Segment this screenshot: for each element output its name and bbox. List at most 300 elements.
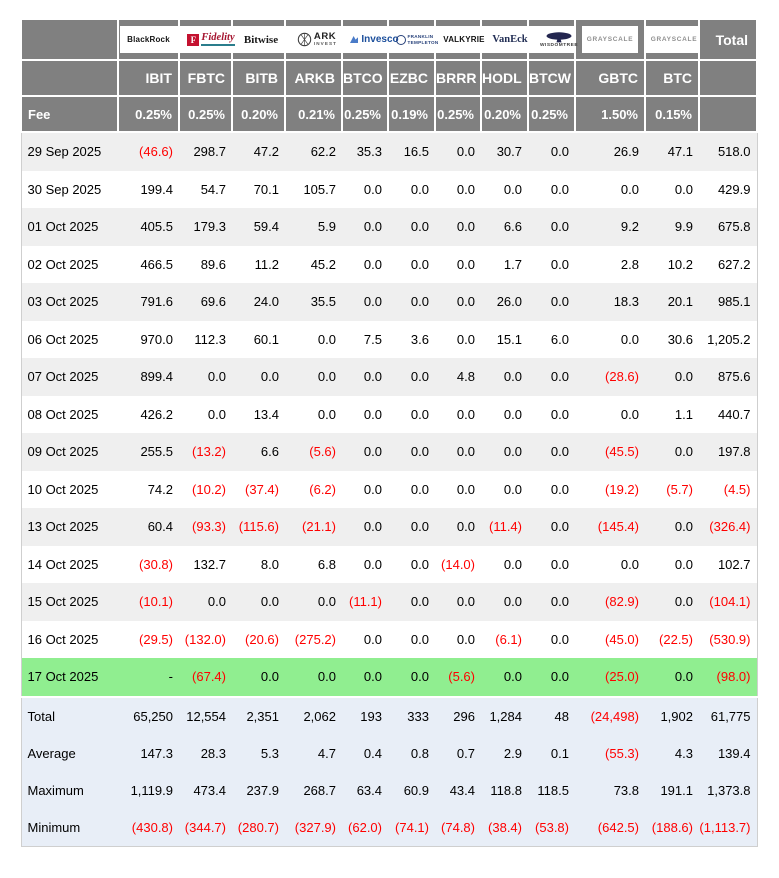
ticker-row [21,60,757,96]
value-cell: 0.0 [528,508,575,546]
value-cell: 0.0 [645,433,699,471]
value-cell: 18.3 [575,283,645,321]
table-row [21,396,757,434]
fidelity-f-mark-icon: F [187,34,199,46]
summary-value-cell: 237.9 [232,772,285,809]
ticker-header-btc: BTC [645,60,699,96]
value-cell: 0.0 [645,171,699,209]
bitwise-logo [233,26,289,53]
date-cell: 09 Oct 2025 [21,433,118,471]
value-cell: 1,205.2 [699,321,757,359]
value-cell: 4.8 [435,358,481,396]
date-cell: 14 Oct 2025 [21,546,118,584]
value-cell: 0.0 [528,132,575,171]
summary-value-cell: 2,062 [285,697,342,735]
value-cell: 74.2 [118,471,179,509]
summary-value-cell: 139.4 [699,735,757,772]
summary-value-cell: 1,284 [481,697,528,735]
summary-value-cell: (62.0) [342,809,388,847]
value-cell: (22.5) [645,621,699,659]
value-cell: 791.6 [118,283,179,321]
value-cell: 54.7 [179,171,232,209]
value-cell: 0.0 [285,583,342,621]
blackrock-logo [120,26,178,53]
logo-text: FRANKLIN [407,34,434,39]
ark-logo [286,26,348,53]
value-cell: 0.0 [435,508,481,546]
value-cell: 0.0 [528,471,575,509]
value-cell: (13.2) [179,433,232,471]
value-cell: 6.8 [285,546,342,584]
value-cell: 0.0 [645,546,699,584]
value-cell: 0.0 [528,433,575,471]
value-cell: 0.0 [342,508,388,546]
value-cell: - [118,658,179,697]
value-cell: 0.0 [435,208,481,246]
summary-value-cell: 118.8 [481,772,528,809]
corner-cell [21,19,118,60]
summary-value-cell: 73.8 [575,772,645,809]
value-cell: 0.0 [575,171,645,209]
value-cell: (5.6) [285,433,342,471]
value-cell: 0.0 [435,621,481,659]
ticker-header-ibit: IBIT [118,60,179,96]
table-row [21,471,757,509]
value-cell: 0.0 [528,208,575,246]
summary-row-maximum [21,772,757,809]
summary-value-cell: (74.8) [435,809,481,847]
value-cell: 16.5 [388,132,435,171]
value-cell: 70.1 [232,171,285,209]
date-cell: 29 Sep 2025 [21,132,118,171]
date-cell: 02 Oct 2025 [21,246,118,284]
value-cell: 0.0 [528,396,575,434]
ticker-header-hodl: HODL [481,60,528,96]
value-cell: 255.5 [118,433,179,471]
summary-value-cell: 4.3 [645,735,699,772]
value-cell: 0.0 [232,658,285,697]
provider-header-brrr [435,19,485,60]
value-cell: (14.0) [435,546,481,584]
value-cell: 0.0 [179,358,232,396]
wisdomtree-tree-icon [544,32,574,43]
summary-value-cell: (430.8) [118,809,179,847]
logo-text: GRAYSCALE [586,36,634,43]
table-row [21,621,757,659]
summary-value-cell: (53.8) [528,809,575,847]
value-cell: 0.0 [528,171,575,209]
value-cell: 199.4 [118,171,179,209]
summary-value-cell: 4.7 [285,735,342,772]
table-row [21,583,757,621]
value-cell: 0.0 [179,396,232,434]
table-row [21,283,757,321]
summary-value-cell: 118.5 [528,772,575,809]
summary-row-minimum [21,809,757,847]
value-cell: 985.1 [699,283,757,321]
value-cell: 35.5 [285,283,342,321]
value-cell: 30.6 [645,321,699,359]
value-cell: 59.4 [232,208,285,246]
date-cell: 13 Oct 2025 [21,508,118,546]
provider-header-gbtc [575,19,645,60]
value-cell: 6.6 [481,208,528,246]
value-cell: 0.0 [342,171,388,209]
value-cell: 675.8 [699,208,757,246]
fee-row-label: Fee [21,96,118,132]
value-cell: (11.4) [481,508,528,546]
summary-value-cell: 12,554 [179,697,232,735]
table-row [21,546,757,584]
value-cell: 15.1 [481,321,528,359]
value-cell: 0.0 [528,546,575,584]
table-row [21,208,757,246]
value-cell: 0.0 [388,658,435,697]
logo-text: ARK [313,31,337,43]
ticker-header-gbtc: GBTC [575,60,645,96]
value-cell: 0.0 [232,358,285,396]
date-cell: 03 Oct 2025 [21,283,118,321]
value-cell: 60.1 [232,321,285,359]
summary-value-cell: (24,498) [575,697,645,735]
fee-cell-ezbc: 0.19% [388,96,435,132]
value-cell: 0.0 [435,321,481,359]
fee-cell-fbtc: 0.25% [179,96,232,132]
value-cell: (82.9) [575,583,645,621]
value-cell: 0.0 [575,546,645,584]
fidelity-underline [201,44,234,46]
value-cell: 298.7 [179,132,232,171]
date-cell: 07 Oct 2025 [21,358,118,396]
value-cell: 0.0 [388,358,435,396]
value-cell: 1.7 [481,246,528,284]
summary-value-cell: 2.9 [481,735,528,772]
fee-cell-hodl: 0.20% [481,96,528,132]
value-cell: 62.2 [285,132,342,171]
value-cell: 0.0 [388,583,435,621]
summary-value-cell: 1,902 [645,697,699,735]
value-cell: 0.0 [481,546,528,584]
ticker-header-bitb: BITB [232,60,285,96]
value-cell: 0.0 [388,396,435,434]
value-cell: 9.9 [645,208,699,246]
value-cell: 0.0 [528,621,575,659]
value-cell: (21.1) [285,508,342,546]
value-cell: 24.0 [232,283,285,321]
summary-label: Total [21,697,118,735]
value-cell: (11.1) [342,583,388,621]
ticker-row-total-spacer [699,60,757,96]
value-cell: 0.0 [342,433,388,471]
summary-value-cell: (38.4) [481,809,528,847]
summary-value-cell: 0.7 [435,735,481,772]
value-cell: 197.8 [699,433,757,471]
value-cell: 0.0 [645,583,699,621]
fee-row-total-spacer [699,96,757,132]
value-cell: 0.0 [435,471,481,509]
date-cell: 01 Oct 2025 [21,208,118,246]
fidelity-logo-text-wrap [201,33,234,47]
value-cell: 0.0 [285,658,342,697]
summary-value-cell: (1,113.7) [699,809,757,847]
summary-value-cell: 0.4 [342,735,388,772]
summary-value-cell: (280.7) [232,809,285,847]
date-cell: 08 Oct 2025 [21,396,118,434]
summary-label: Minimum [21,809,118,847]
value-cell: 0.0 [481,358,528,396]
date-cell: 06 Oct 2025 [21,321,118,359]
summary-value-cell: 5.3 [232,735,285,772]
value-cell: 69.6 [179,283,232,321]
value-cell: 0.0 [528,658,575,697]
value-cell: 0.0 [435,171,481,209]
value-cell: 45.2 [285,246,342,284]
invesco-mountain-icon [349,35,359,44]
value-cell: (326.4) [699,508,757,546]
value-cell: 6.0 [528,321,575,359]
value-cell: 627.2 [699,246,757,284]
value-cell: 0.0 [388,433,435,471]
logo-text: VALKYRIE [443,35,485,44]
date-cell: 16 Oct 2025 [21,621,118,659]
table-header [21,19,757,132]
value-cell: 0.0 [481,583,528,621]
value-cell: (530.9) [699,621,757,659]
summary-value-cell: 147.3 [118,735,179,772]
value-cell: 0.0 [435,132,481,171]
franklin-circle-icon [396,35,406,45]
provider-header-hodl [481,19,528,60]
value-cell: 440.7 [699,396,757,434]
value-cell: 5.9 [285,208,342,246]
value-cell: 518.0 [699,132,757,171]
value-cell: 47.2 [232,132,285,171]
summary-value-cell: 191.1 [645,772,699,809]
value-cell: 0.0 [388,508,435,546]
summary-value-cell: 473.4 [179,772,232,809]
value-cell: 11.2 [232,246,285,284]
ticker-header-btco: BTCO [342,60,388,96]
table-row [21,171,757,209]
value-cell: (29.5) [118,621,179,659]
fee-cell-bitb: 0.20% [232,96,285,132]
table-row [21,321,757,359]
value-cell: 0.0 [388,546,435,584]
logo-text: BlackRock [127,35,170,44]
corner-cell [21,60,118,96]
value-cell: (93.3) [179,508,232,546]
value-cell: 47.1 [645,132,699,171]
value-cell: 1.1 [645,396,699,434]
summary-value-cell: 296 [435,697,481,735]
grayscale-logo [646,26,702,53]
etf-flow-table [20,18,758,847]
value-cell: 0.0 [388,283,435,321]
provider-header-btco [342,19,399,60]
value-cell: 0.0 [342,621,388,659]
value-cell: 0.0 [435,583,481,621]
value-cell: 875.6 [699,358,757,396]
value-cell: 0.0 [388,471,435,509]
table-row [21,508,757,546]
value-cell: 3.6 [388,321,435,359]
date-cell: 15 Oct 2025 [21,583,118,621]
summary-label: Maximum [21,772,118,809]
table-row [21,246,757,284]
value-cell: 2.8 [575,246,645,284]
value-cell: 26.9 [575,132,645,171]
value-cell: 0.0 [388,246,435,284]
value-cell: (275.2) [285,621,342,659]
value-cell: 102.7 [699,546,757,584]
summary-value-cell: 0.1 [528,735,575,772]
fee-cell-btco: 0.25% [342,96,388,132]
table-row [21,658,757,697]
value-cell: 0.0 [388,208,435,246]
summary-value-cell: 268.7 [285,772,342,809]
value-cell: (25.0) [575,658,645,697]
logo-text: WISDOMTREE [539,42,579,48]
value-cell: (6.2) [285,471,342,509]
summary-value-cell: 43.4 [435,772,481,809]
value-cell: 405.5 [118,208,179,246]
value-cell: 0.0 [645,658,699,697]
value-cell: 0.0 [342,396,388,434]
value-cell: 0.0 [388,171,435,209]
value-cell: 0.0 [179,583,232,621]
fee-cell-ibit: 0.25% [118,96,179,132]
date-cell: 17 Oct 2025 [21,658,118,697]
value-cell: 7.5 [342,321,388,359]
value-cell: (5.7) [645,471,699,509]
value-cell: (145.4) [575,508,645,546]
value-cell: 105.7 [285,171,342,209]
value-cell: 35.3 [342,132,388,171]
value-cell: (30.8) [118,546,179,584]
value-cell: 0.0 [232,583,285,621]
ticker-header-btcw: BTCW [528,60,575,96]
value-cell: 0.0 [481,433,528,471]
value-cell: 426.2 [118,396,179,434]
value-cell: 0.0 [342,546,388,584]
value-cell: 0.0 [342,208,388,246]
value-cell: 0.0 [481,471,528,509]
provider-header-btc [645,19,699,60]
value-cell: (115.6) [232,508,285,546]
logo-text: VanEck [492,34,528,45]
summary-value-cell: (55.3) [575,735,645,772]
table-row [21,132,757,171]
value-cell: 0.0 [575,396,645,434]
summary-value-cell: 61,775 [699,697,757,735]
value-cell: 0.0 [645,508,699,546]
summary-value-cell: (344.7) [179,809,232,847]
fee-cell-btc: 0.15% [645,96,699,132]
value-cell: 0.0 [435,283,481,321]
summary-value-cell: 1,119.9 [118,772,179,809]
value-cell: (10.1) [118,583,179,621]
date-cell: 10 Oct 2025 [21,471,118,509]
ticker-header-brrr: BRRR [435,60,481,96]
value-cell: 0.0 [342,358,388,396]
summary-value-cell: (188.6) [645,809,699,847]
summary-value-cell: 48 [528,697,575,735]
table-row [21,358,757,396]
value-cell: 20.1 [645,283,699,321]
value-cell: 179.3 [179,208,232,246]
ticker-header-ezbc: EZBC [388,60,435,96]
value-cell: 899.4 [118,358,179,396]
value-cell: 0.0 [342,283,388,321]
value-cell: 30.7 [481,132,528,171]
value-cell: 0.0 [388,621,435,659]
summary-value-cell: 1,373.8 [699,772,757,809]
value-cell: 0.0 [481,171,528,209]
value-cell: 89.6 [179,246,232,284]
value-cell: (45.0) [575,621,645,659]
value-cell: (19.2) [575,471,645,509]
summary-value-cell: 333 [388,697,435,735]
summary-row-average [21,735,757,772]
value-cell: (132.0) [179,621,232,659]
value-cell: 132.7 [179,546,232,584]
value-cell: 0.0 [435,433,481,471]
value-cell: (46.6) [118,132,179,171]
summary-row-total [21,697,757,735]
fee-cell-btcw: 0.25% [528,96,575,132]
value-cell: (98.0) [699,658,757,697]
value-cell: 429.9 [699,171,757,209]
value-cell: (5.6) [435,658,481,697]
value-cell: 0.0 [528,246,575,284]
value-cell: 0.0 [285,321,342,359]
value-cell: (4.5) [699,471,757,509]
value-cell: 0.0 [285,396,342,434]
value-cell: (37.4) [232,471,285,509]
franklin-logo-text-wrap [408,34,439,45]
summary-value-cell: 60.9 [388,772,435,809]
value-cell: (67.4) [179,658,232,697]
logo-text: Bitwise [243,33,279,46]
value-cell: 6.6 [232,433,285,471]
summary-value-cell: (74.1) [388,809,435,847]
value-cell: (28.6) [575,358,645,396]
summary-value-cell: 2,351 [232,697,285,735]
value-cell: 112.3 [179,321,232,359]
table-body [21,132,757,846]
logo-subtext: INVEST [313,40,338,46]
summary-value-cell: 193 [342,697,388,735]
summary-value-cell: 65,250 [118,697,179,735]
summary-value-cell: (642.5) [575,809,645,847]
value-cell: (10.2) [179,471,232,509]
summary-value-cell: 0.8 [388,735,435,772]
provider-header-ibit [118,19,179,60]
summary-value-cell: (327.9) [285,809,342,847]
total-column-header: Total [699,19,757,60]
value-cell: 0.0 [481,396,528,434]
provider-header-arkb [285,19,342,60]
value-cell: 970.0 [118,321,179,359]
value-cell: 0.0 [481,658,528,697]
ticker-header-fbtc: FBTC [179,60,232,96]
logo-text: Fidelity [201,31,235,43]
value-cell: (6.1) [481,621,528,659]
value-cell: 0.0 [645,358,699,396]
logo-text: Invesco [361,34,399,45]
value-cell: (45.5) [575,433,645,471]
summary-value-cell: 63.4 [342,772,388,809]
